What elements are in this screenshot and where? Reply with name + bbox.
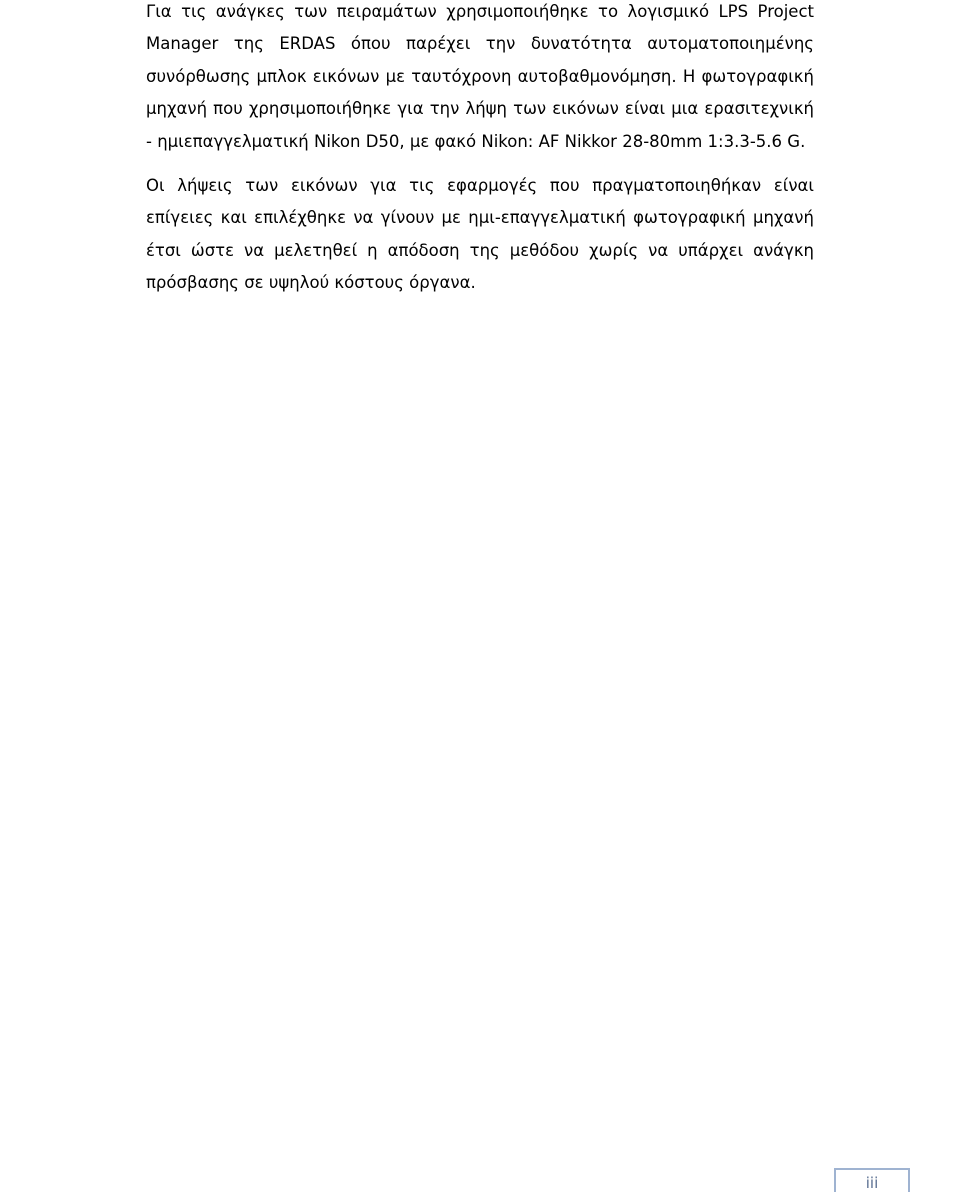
- page-number-box: [834, 1168, 910, 1192]
- paragraph-software-camera: Για τις ανάγκες των πειραμάτων χρησιμοποιήθηκε το λογισμικό LPS Project Manager της ERDAS όπου παρέχει την δυνατότητα αυτοματοποιημένης συνόρθωσης μπλοκ εικόνων με ταυτόχρονη αυτοβαθμονόμηση. Η φωτογραφική μηχανή που χρησιμοποιήθηκε για την λήψη των εικόνων είναι μια ερασιτεχνική - ημιεπαγγελματική Nikon D50, με φακό Nikon: AF Nikkor 28-80mm 1:3.3-5.6 G.: [146, 2, 814, 151]
- document-body: [146, 0, 814, 300]
- page-number: iii: [865, 1174, 879, 1192]
- paragraph-image-capture: Οι λήψεις των εικόνων για τις εφαρμογές που πραγματοποιηθήκαν είναι επίγειες και επιλέχθηκε να γίνουν με ημι-επαγγελματική φωτογραφική μηχανή έτσι ώστε να μελετηθεί η απόδοση της μεθόδου χωρίς να υπάρχει ανάγκη πρόσβασης σε υψηλού κόστους όργανα.: [146, 176, 814, 293]
